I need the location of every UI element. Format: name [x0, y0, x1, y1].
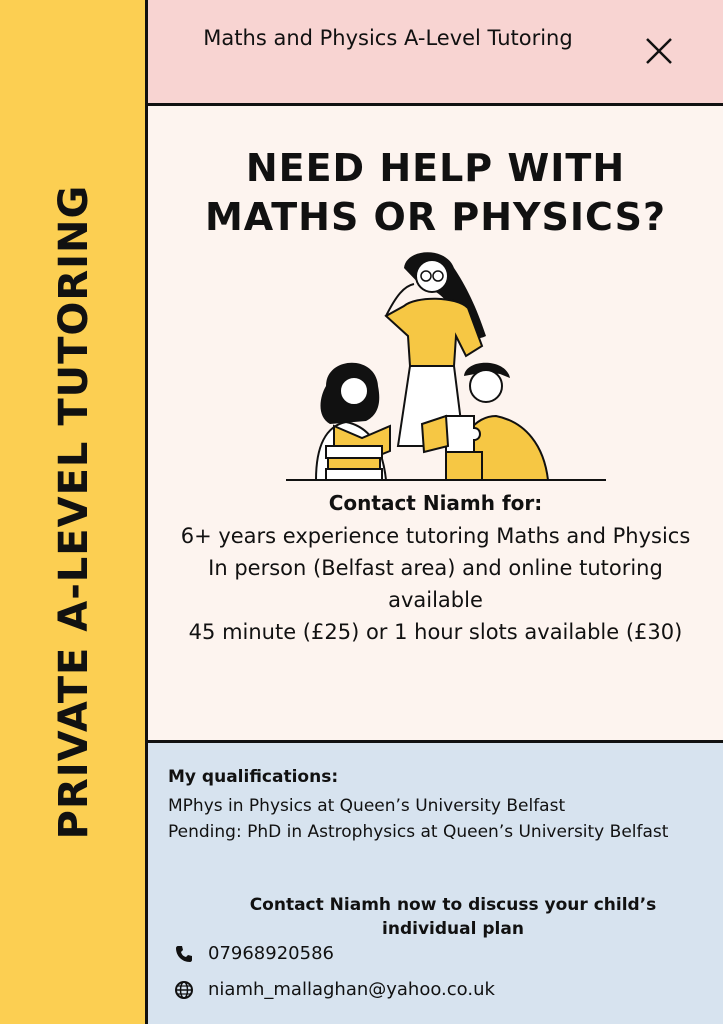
header-title: Maths and Physics A-Level Tutoring — [203, 26, 573, 50]
offer-item: 6+ years experience tutoring Maths and Physics — [180, 524, 691, 548]
qualification-item: Pending: PhD in Astrophysics at Queen’s University Belfast — [168, 822, 669, 842]
qualifications-list — [168, 793, 688, 845]
qualification-item: MPhys in Physics at Queen’s University Belfast — [168, 796, 566, 816]
headline — [148, 144, 723, 242]
main-panel — [148, 106, 723, 740]
header — [148, 0, 723, 106]
qualifications-heading: My qualifications: — [168, 767, 339, 787]
phone-icon — [174, 944, 194, 964]
footer-panel — [148, 740, 723, 1024]
phone-contact[interactable] — [174, 943, 334, 964]
headline-line-2: MATHS OR PHYSICS? — [204, 195, 667, 239]
offer-item: In person (Belfast area) and online tutoring available — [208, 556, 663, 612]
offer-item: 45 minute (£25) or 1 hour slots available (£30) — [188, 620, 683, 644]
close-icon[interactable] — [645, 37, 673, 65]
call-to-action: Contact Niamh now to discuss your child’s individual plan — [249, 895, 657, 939]
sidebar — [0, 0, 148, 1024]
sidebar-title: PRIVATE A-LEVEL TUTORING — [51, 184, 97, 840]
tutoring-illustration — [286, 246, 606, 486]
email-address[interactable]: niamh_mallaghan@yahoo.co.uk — [208, 979, 495, 1000]
phone-number[interactable]: 07968920586 — [208, 943, 334, 964]
headline-line-1: NEED HELP WITH — [245, 146, 626, 190]
offer-list — [178, 520, 693, 648]
globe-icon — [174, 980, 194, 1000]
email-contact[interactable] — [174, 979, 495, 1000]
contact-heading: Contact Niamh for: — [328, 491, 543, 515]
